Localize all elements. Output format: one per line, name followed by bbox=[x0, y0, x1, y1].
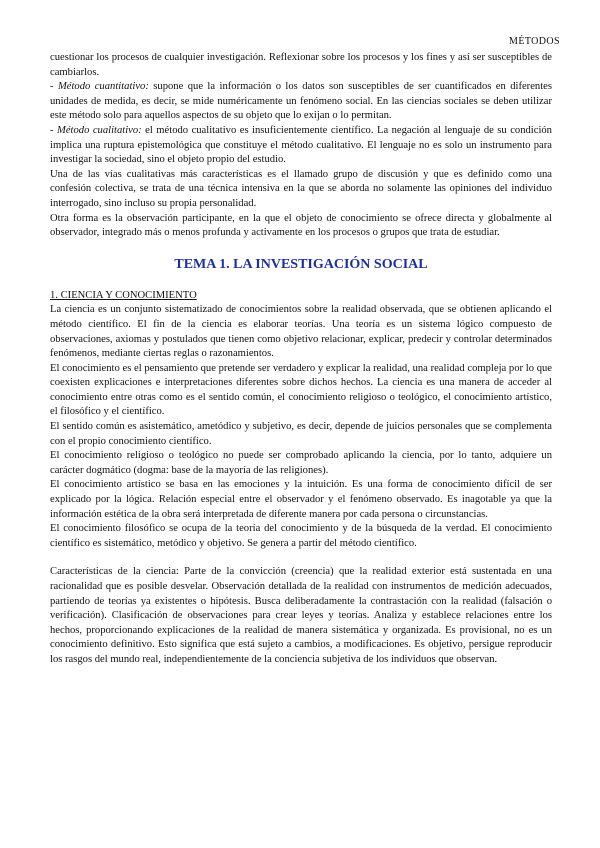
paragraph-participant-observation: Otra forma es la observación participante, en la que el objeto de conocimiento se ofrece directa y globalmente al observador, integrado más o menos profunda y activamente en los procesos o grupos que trata de estudiar. bbox=[50, 212, 552, 239]
chapter-title: TEMA 1. LA INVESTIGACIÓN SOCIAL bbox=[174, 256, 428, 272]
term-quantitative-method: Método cuantitativo: bbox=[57, 81, 149, 93]
paragraph-intro: cuestionar los procesos de cualquier investigación. Reflexionar sobre los procesos y los fines y así ser susceptibles de cambiarlos. bbox=[50, 52, 552, 78]
list-dash: - bbox=[50, 124, 58, 136]
paragraph-artistic-knowledge: El conocimiento artístico se basa en las emociones y la intuición. Es una forma de conocimiento difícil de ser explicado por la lógica. Relación especial entre el observador y el fenómeno observado. Es inagotable ya que la información estética de la obra será interpretada de diferente manera por cada persona o circunstancias. bbox=[50, 479, 552, 520]
paragraph-qualitative-method bbox=[50, 124, 552, 168]
paragraph-science: La ciencia es un conjunto sistematizado de conocimientos sobre la realidad observada, que se obtienen aplicando el método científico. El fin de la ciencia es elaborar teorías. Una teoría es un sistema lógico compuesto de observaciones, axiomas y postulados que tienen como objetivo relacionar, explicar, predecir y controlar determinados fenómenos, mediante ciertas reglas o razonamientos. bbox=[50, 304, 552, 360]
paragraph-quantitative-method bbox=[50, 80, 552, 124]
list-dash: - bbox=[50, 81, 58, 93]
paragraph-philosophical-knowledge: El conocimiento filosófico se ocupa de la teoría del conocimiento y de la búsqueda de la verdad. El conocimiento científico es sistemático, metódico y objetivo. Se genera a partir del método científico. bbox=[50, 523, 552, 549]
quantitative-method-text: supone que la información o los datos son susceptibles de ser cuantificados en diferentes unidades de medida, es decir, se mide numéricamente un fenómeno social. En las ciencias sociales se deben utilizar este método solo para aquellos aspectos de su objeto que lo exijan o lo permitan. bbox=[50, 81, 552, 122]
running-header: MÉTODOS bbox=[509, 36, 560, 47]
paragraph-science-characteristics: Características de la ciencia: Parte de la convicción (creencia) que la realidad exterior está sustentada en una racionalidad que es posible desvelar. Observación detallada de la realidad con instrumentos de medición adecuados, partiendo de teorías ya existentes o hipótesis. Busca deliberadamente la contrastación con la realidad (falsación o verificación). Clasificación de observaciones para crear leyes y teorías. Analiza y establece relaciones entre los hechos, proporcionando explicaciones de la realidad de manera sistemática y organizada. Es provisional, no es un conocimiento definitivo. Esto significa que está sujeto a cambios, a modificaciones. Es objetivo, persigue reproducir los rasgos del mundo real, independientemente de la conciencia subjetiva de los individuos que observan. bbox=[50, 566, 552, 665]
term-qualitative-method: Método cualitativo: bbox=[57, 124, 142, 136]
paragraph-religious-knowledge: El conocimiento religioso o teológico no puede ser comprobado aplicando la ciencia, por lo tanto, adquiere un carácter dogmático (dogma: base de la mayoría de las religiones). bbox=[50, 450, 552, 476]
qualitative-method-text: el método cualitativo es insuficientemente científico. La negación al lenguaje de su condición implica una ruptura epistemológica que constituye el método cualitativo. El lenguaje no es solo un instrumento para investigar la sociedad, sino el objeto propio del estudio. bbox=[50, 124, 552, 166]
paragraph-common-sense: El sentido común es asistemático, ametódico y subjetivo, es decir, depende de juicios personales que se complementa con el propio conocimiento científico. bbox=[50, 421, 552, 447]
paragraph-discussion-group: Una de las vías cualitativas más características es el llamado grupo de discusión y que es definido como una confesión colectiva, se trata de una técnica intensiva en la que se aborda no solamente las opiniones del individuo interrogado, sino incluso su propia personalidad. bbox=[50, 168, 552, 209]
section-heading: 1. CIENCIA Y CONOCIMIENTO bbox=[50, 289, 197, 301]
paragraph-spacer bbox=[50, 551, 552, 565]
document-body bbox=[50, 51, 552, 668]
paragraph-knowledge: El conocimiento es el pensamiento que pretende ser verdadero y explicar la realidad, una realidad compleja por lo que coexisten explicaciones e interpretaciones diferentes sobre dichos hechos. La ciencia es una manera de acceder al conocimiento entre otras como es el sentido común, el conocimiento religioso o teológico, el conocimiento artístico, el filosófico y el científico. bbox=[50, 362, 552, 418]
